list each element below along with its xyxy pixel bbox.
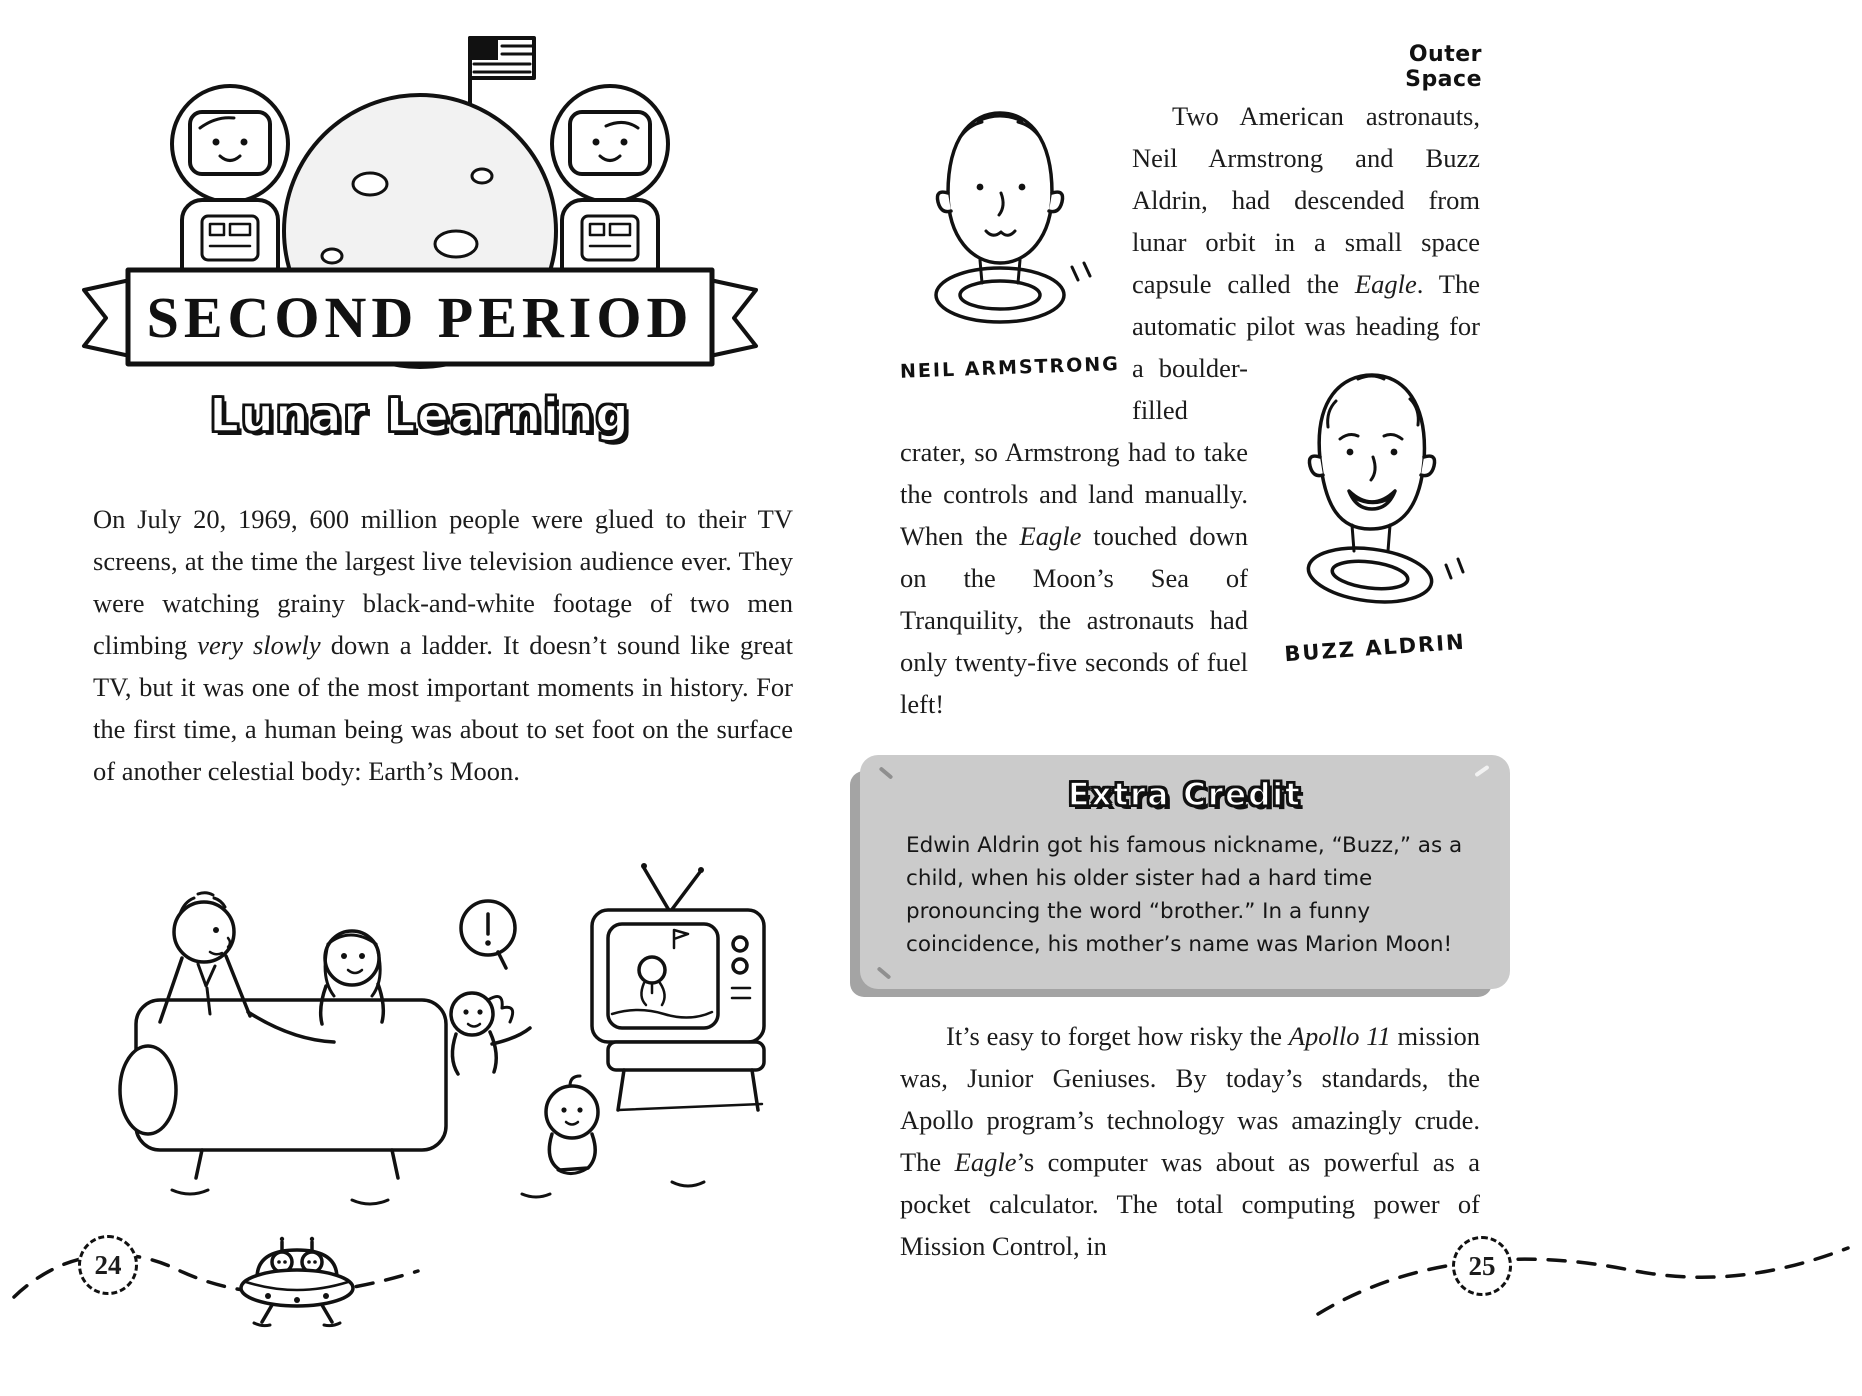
portrait-caption: BUZZ ALDRIN xyxy=(1283,629,1467,667)
chapter-header-illustration xyxy=(70,26,770,376)
text-run: It’s easy to forget how risky the xyxy=(946,1021,1289,1051)
neil-armstrong-drawing-icon xyxy=(900,97,1100,329)
screw-mark-icon xyxy=(877,966,892,979)
extra-credit-box xyxy=(860,755,1510,989)
intro-paragraph xyxy=(93,498,793,792)
text-run: ’s computer was about as powerful as a pocket calculator. The total computing power of Mission Control, in xyxy=(900,1147,1480,1261)
text-run: On July 20, 1969, 600 million people were glued to their TV screens, at the time the largest live television audience ever. They were watching grainy black-and-white footage of two men climbing xyxy=(93,504,793,660)
page-number: 24 xyxy=(78,1235,138,1295)
right-column xyxy=(900,95,1480,1267)
text-run-italic: very slowly xyxy=(197,630,321,660)
screw-mark-icon xyxy=(879,766,894,779)
text-run-italic: Eagle xyxy=(1019,521,1082,551)
portrait-caption: NEIL ARMSTRONG xyxy=(899,353,1121,383)
text-run: mission was, Junior Geniuses. By today’s standards, the Apollo program’s technology was amazingly crude. The xyxy=(900,1021,1480,1177)
section-banner xyxy=(128,270,712,364)
running-header: Outer Space xyxy=(1405,42,1482,92)
text-run-italic: Eagle xyxy=(954,1147,1017,1177)
banner-title: SECOND PERIOD xyxy=(146,284,694,350)
moon-landing-paragraph xyxy=(900,95,1480,725)
neil-armstrong-portrait xyxy=(899,97,1121,389)
extra-credit-title: Extra Credit xyxy=(1068,777,1302,813)
text-run: . The automatic pilot was heading for xyxy=(1132,269,1480,341)
family-watching-tv-illustration xyxy=(52,852,772,1217)
dashed-trail-icon xyxy=(1310,1210,1855,1350)
text-run: a boulder-filled crater, so Armstrong had to take the controls and land manually. When the xyxy=(900,353,1248,551)
ufo-icon xyxy=(212,1222,382,1334)
text-run: Two American astronauts, Neil Armstrong and Buzz Aldrin, had descended from lunar orbit in a small space capsule called the xyxy=(1132,101,1480,299)
text-run: down a ladder. It doesn’t sound like great TV, but it was one of the most important moments in history. For the first time, a human being was about to set foot on the surface of another celestial body: Earth’s Moon. xyxy=(93,630,793,786)
chapter-subtitle: Lunar Learning xyxy=(209,388,631,442)
screw-mark-icon xyxy=(1474,765,1489,777)
buzz-aldrin-portrait xyxy=(1270,357,1480,669)
text-run-italic: Eagle xyxy=(1354,269,1417,299)
text-run-italic: Apollo 11 xyxy=(1288,1021,1391,1051)
buzz-aldrin-drawing-icon xyxy=(1270,357,1470,609)
text-run: touched down on the Moon’s Sea of Tranquility, the astronauts had only twenty-five seconds of fuel left! xyxy=(900,521,1248,719)
page-number: 25 xyxy=(1452,1236,1512,1296)
extra-credit-text: Edwin Aldrin got his famous nickname, “Buzz,” as a child, when his older sister had a hard time pronouncing the word “brother.” In a funny coincidence, his mother’s name was Marion Moon! xyxy=(906,833,1463,957)
